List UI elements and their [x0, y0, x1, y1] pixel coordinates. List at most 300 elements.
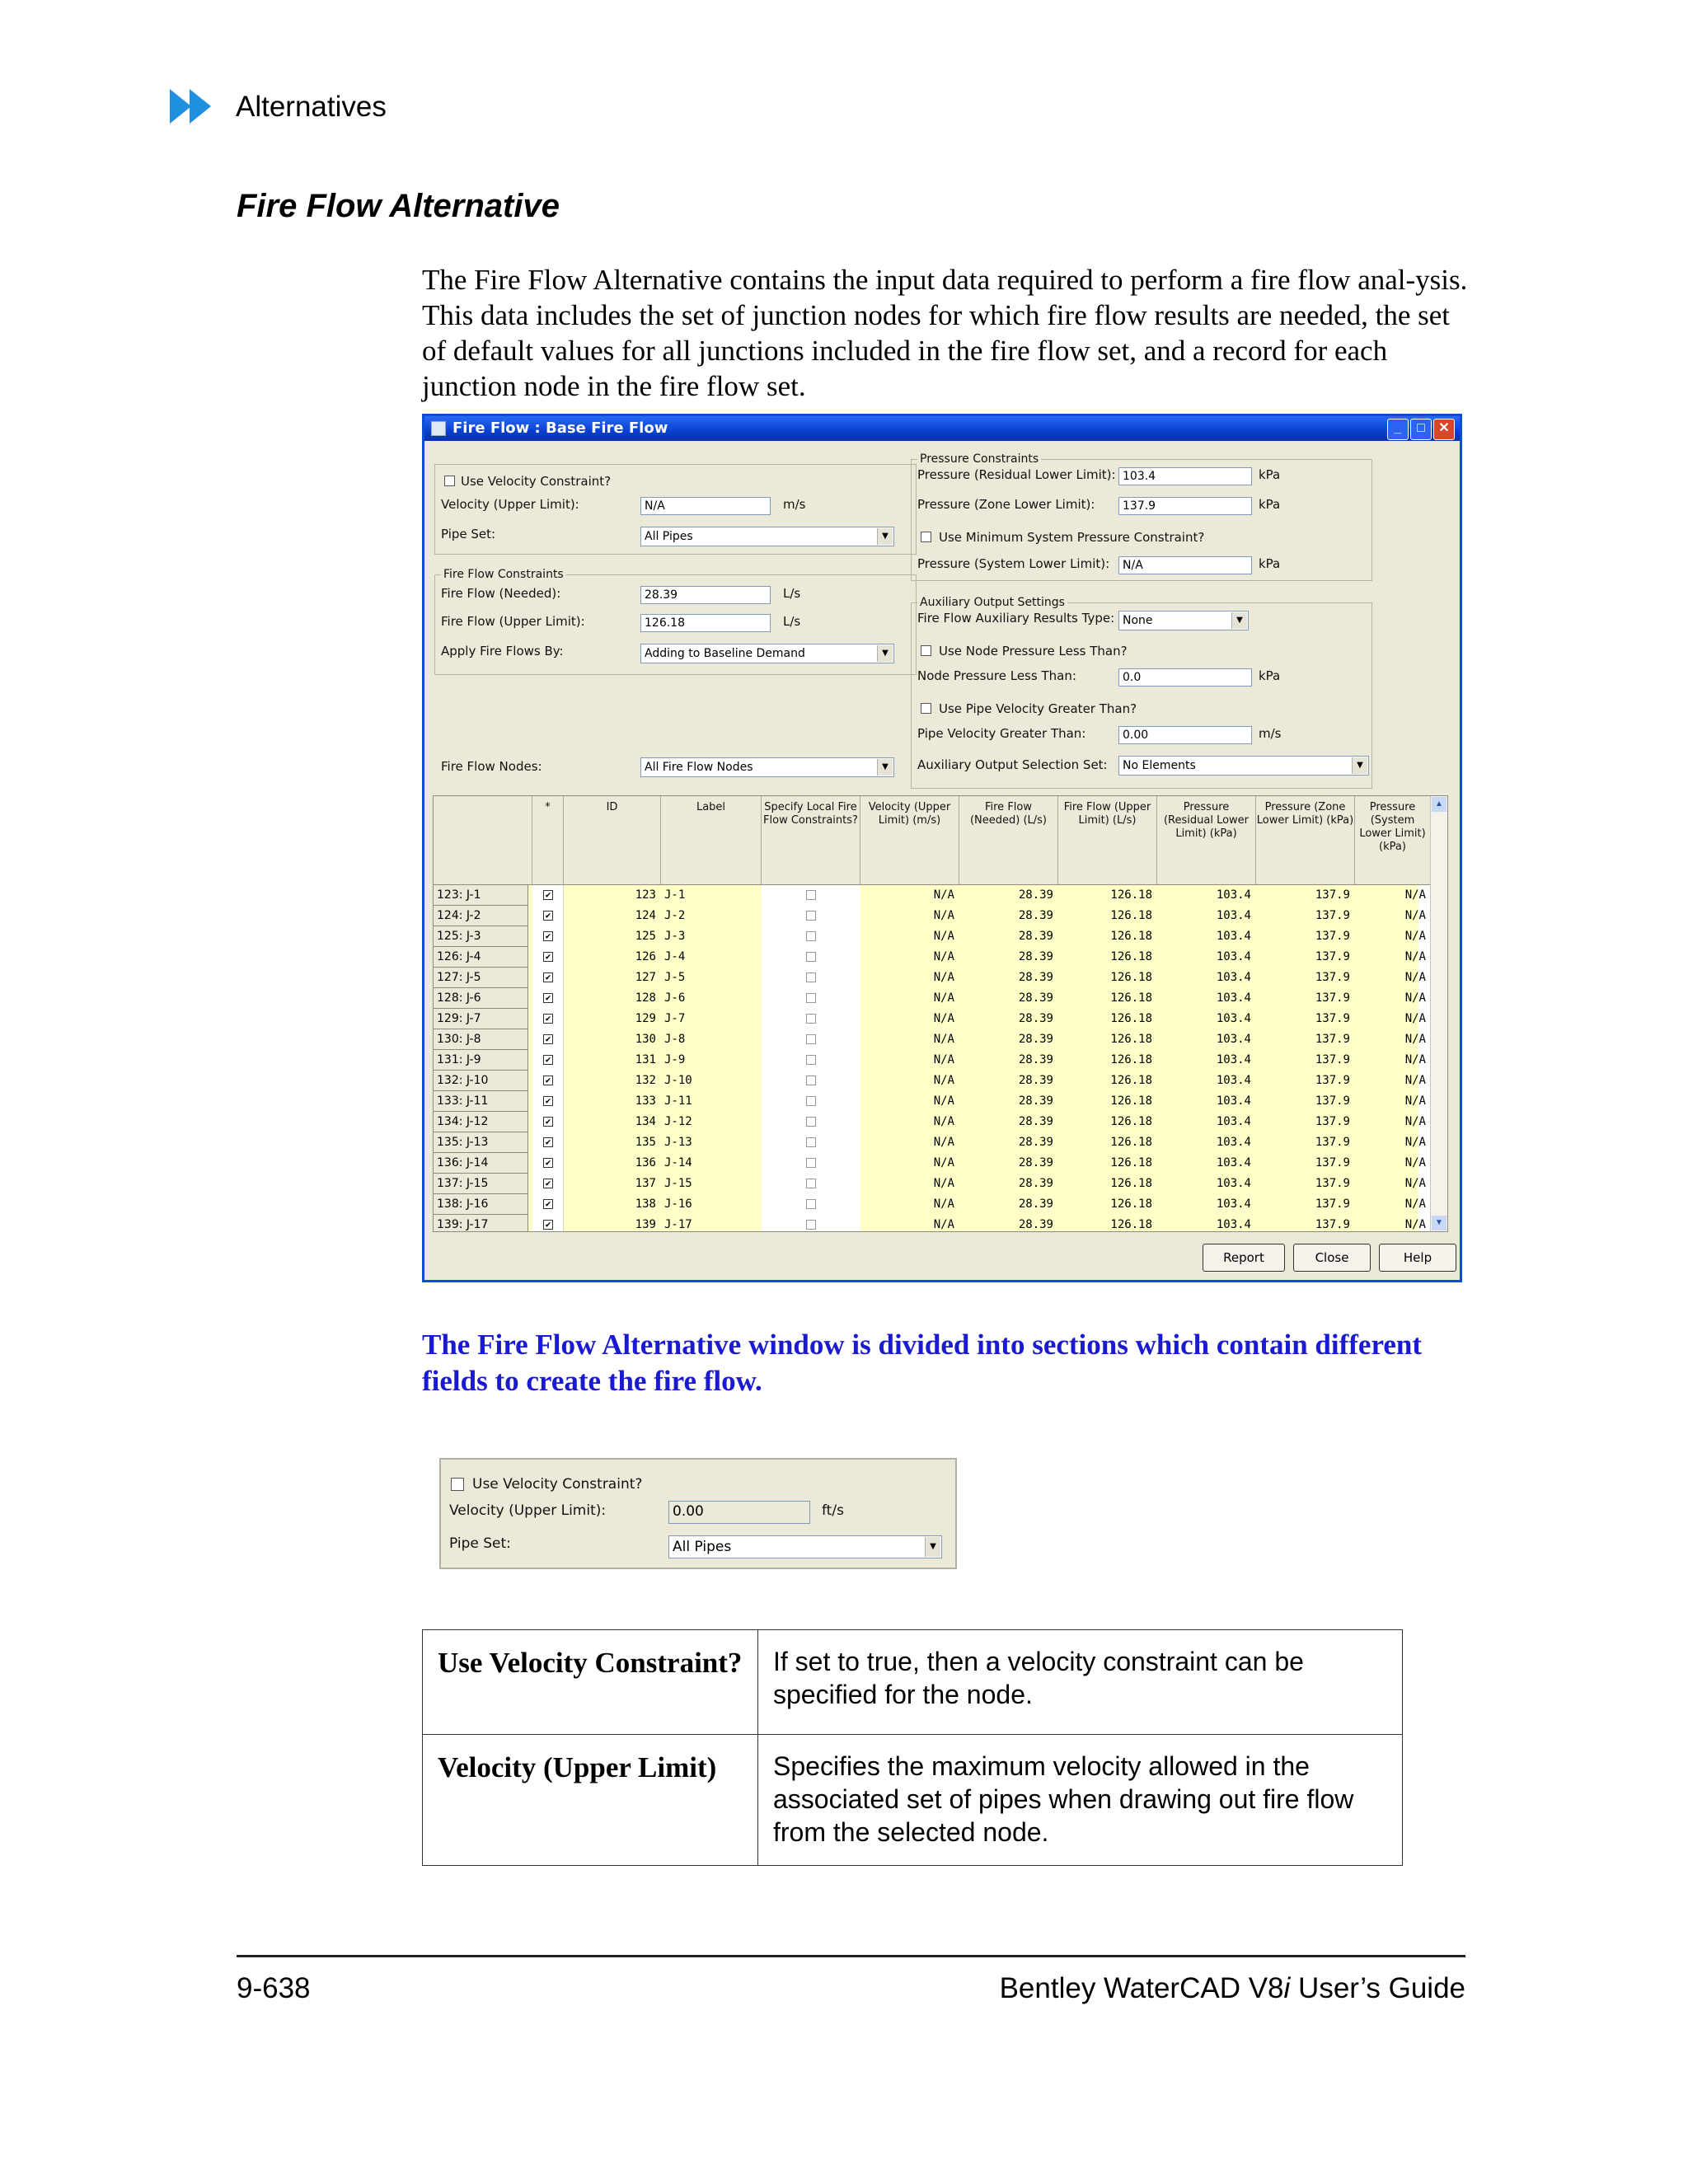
include-checkbox[interactable]: ✔ — [543, 1220, 553, 1230]
local-constraints-checkbox[interactable] — [806, 993, 816, 1003]
col-header-id[interactable]: ID — [564, 796, 661, 885]
grid-cell-vel[interactable]: N/A — [933, 930, 954, 943]
grid-cell-ffu[interactable]: 126.18 — [1110, 1156, 1152, 1169]
grid-cell-label[interactable]: J-16 — [664, 1197, 692, 1211]
aux-type-select[interactable] — [1118, 611, 1249, 630]
grid-cell-id[interactable]: 127 — [635, 971, 656, 984]
apply-fire-flows-select[interactable] — [640, 644, 894, 663]
velocity-input[interactable]: N/A — [640, 497, 771, 515]
row-header[interactable]: 131: J-9 — [434, 1050, 528, 1071]
grid-cell-ffn[interactable]: 28.39 — [1018, 1033, 1053, 1046]
grid-cell-ffn[interactable]: 28.39 — [1018, 930, 1053, 943]
aux-selection-value: No Elements — [1123, 759, 1196, 772]
grid-cell-vel[interactable]: N/A — [933, 1115, 954, 1128]
fire-flow-dialog — [422, 414, 1462, 1282]
grid-cell-pzone[interactable]: 137.9 — [1315, 1033, 1350, 1046]
local-constraints-checkbox[interactable] — [806, 1055, 816, 1065]
grid-cell-psys[interactable]: N/A — [1404, 1033, 1426, 1046]
grid-cell-ffn[interactable]: 28.39 — [1018, 909, 1053, 922]
local-constraints-cell[interactable] — [762, 1029, 860, 1050]
include-checkbox[interactable]: ✔ — [543, 1076, 553, 1085]
grid-cell-pzone[interactable]: 137.9 — [1315, 1177, 1350, 1190]
col-header-p-zone[interactable]: Pressure (Zone Lower Limit) (kPa) — [1256, 796, 1355, 885]
grid-cell-label[interactable]: J-13 — [664, 1136, 692, 1149]
ff-needed-input[interactable]: 28.39 — [640, 586, 771, 604]
grid-cell-ffn[interactable]: 28.39 — [1018, 1156, 1053, 1169]
sp-velocity-input[interactable]: 0.00 — [668, 1501, 810, 1524]
include-checkbox[interactable]: ✔ — [543, 1117, 553, 1127]
grid-cell-ffn[interactable]: 28.39 — [1018, 1218, 1053, 1231]
local-constraints-checkbox[interactable] — [806, 972, 816, 982]
grid-cell-id[interactable]: 128 — [635, 991, 656, 1005]
local-constraints-cell[interactable] — [762, 1112, 860, 1132]
include-cell[interactable] — [532, 1112, 564, 1132]
grid-cell-label[interactable]: J-4 — [664, 950, 686, 963]
grid-cell-label[interactable]: J-5 — [664, 971, 686, 984]
grid-cell-psys[interactable]: N/A — [1404, 1012, 1426, 1025]
description-cell: If set to true, then a velocity constraint can be specified for the node. — [758, 1630, 1403, 1735]
grid-cell-ffu[interactable]: 126.18 — [1110, 1218, 1152, 1231]
fire-flow-nodes-label: Fire Flow Nodes: — [441, 759, 542, 774]
grid-cell-vel[interactable]: N/A — [933, 1177, 954, 1190]
grid-cell-psys[interactable]: N/A — [1404, 888, 1426, 902]
pipe-velocity-unit: m/s — [1259, 726, 1282, 741]
grid-cell-pres[interactable]: 103.4 — [1216, 1136, 1251, 1149]
grid-cell-label[interactable]: J-10 — [664, 1074, 692, 1087]
grid-cell-ffn[interactable]: 28.39 — [1018, 888, 1053, 902]
grid-cell-id[interactable]: 133 — [635, 1094, 656, 1108]
include-cell[interactable] — [532, 1029, 564, 1050]
grid-cell-pres[interactable]: 103.4 — [1216, 1156, 1251, 1169]
include-cell[interactable] — [532, 947, 564, 968]
grid-cell-psys[interactable]: N/A — [1404, 1156, 1426, 1169]
local-constraints-checkbox[interactable] — [806, 1199, 816, 1209]
local-constraints-checkbox[interactable] — [806, 1096, 816, 1106]
p-residual-input[interactable]: 103.4 — [1118, 467, 1252, 485]
include-cell[interactable] — [532, 1194, 564, 1215]
grid-cell-ffu[interactable]: 126.18 — [1110, 1094, 1152, 1108]
help-button[interactable]: Help — [1379, 1244, 1456, 1272]
grid-cell-label[interactable]: J-7 — [664, 1012, 686, 1025]
ff-needed-unit: L/s — [783, 586, 801, 601]
use-min-pressure-checkbox[interactable] — [921, 532, 931, 542]
col-header-ff-needed[interactable]: Fire Flow (Needed) (L/s) — [959, 796, 1058, 885]
include-checkbox[interactable]: ✔ — [543, 972, 553, 982]
col-header-label[interactable]: Label — [661, 796, 762, 885]
grid-cell-pzone[interactable]: 137.9 — [1315, 971, 1350, 984]
grid-cell-label[interactable]: J-1 — [664, 888, 686, 902]
grid-cell-pzone[interactable]: 137.9 — [1315, 888, 1350, 902]
local-constraints-cell[interactable] — [762, 1009, 860, 1029]
row-header[interactable]: 135: J-13 — [434, 1132, 528, 1153]
grid-cell-psys[interactable]: N/A — [1404, 1115, 1426, 1128]
report-button[interactable]: Report — [1203, 1244, 1285, 1272]
grid-cell-ffu[interactable]: 126.18 — [1110, 1053, 1152, 1066]
col-header-velocity[interactable]: Velocity (Upper Limit) (m/s) — [860, 796, 959, 885]
p-residual-label: Pressure (Residual Lower Limit): — [917, 467, 1116, 482]
grid-cell-ffn[interactable]: 28.39 — [1018, 1074, 1053, 1087]
local-constraints-cell[interactable] — [762, 988, 860, 1009]
ff-upper-input[interactable]: 126.18 — [640, 614, 771, 632]
grid-cell-psys[interactable]: N/A — [1404, 991, 1426, 1005]
guide-title-suffix: User’s Guide — [1290, 1972, 1465, 2004]
grid-cell-label[interactable]: J-17 — [664, 1218, 692, 1231]
grid-cell-psys[interactable]: N/A — [1404, 1094, 1426, 1108]
grid-cell-ffu[interactable]: 126.18 — [1110, 991, 1152, 1005]
grid-cell-ffu[interactable]: 126.18 — [1110, 1033, 1152, 1046]
local-constraints-checkbox[interactable] — [806, 1179, 816, 1188]
local-constraints-checkbox[interactable] — [806, 931, 816, 941]
grid-cell-id[interactable]: 137 — [635, 1177, 656, 1190]
local-constraints-cell[interactable] — [762, 906, 860, 926]
include-cell[interactable] — [532, 1091, 564, 1112]
grid-cell-id[interactable]: 125 — [635, 930, 656, 943]
definition-table — [422, 1629, 1403, 1866]
include-checkbox[interactable]: ✔ — [543, 1096, 553, 1106]
auxiliary-output-legend: Auxiliary Output Settings — [917, 596, 1067, 609]
grid-cell-ffu[interactable]: 126.18 — [1110, 950, 1152, 963]
grid-cell-pres[interactable]: 103.4 — [1216, 1218, 1251, 1231]
grid-cell-id[interactable]: 123 — [635, 888, 656, 902]
row-header[interactable]: 127: J-5 — [434, 968, 528, 988]
include-cell[interactable] — [532, 1009, 564, 1029]
row-header[interactable]: 129: J-7 — [434, 1009, 528, 1029]
close-window-button[interactable]: ✕ — [1433, 419, 1455, 440]
local-constraints-checkbox[interactable] — [806, 1158, 816, 1168]
include-cell[interactable] — [532, 1174, 564, 1194]
col-header-local-constraints[interactable]: Specify Local Fire Flow Constraints? — [762, 796, 860, 885]
grid-cell-psys[interactable]: N/A — [1404, 1053, 1426, 1066]
p-system-input[interactable]: N/A — [1118, 556, 1252, 574]
local-constraints-cell[interactable] — [762, 1050, 860, 1071]
include-checkbox[interactable]: ✔ — [543, 1199, 553, 1209]
grid-cell-ffu[interactable]: 126.18 — [1110, 971, 1152, 984]
grid-cell-id[interactable]: 138 — [635, 1197, 656, 1211]
local-constraints-cell[interactable] — [762, 926, 860, 947]
grid-cell-pzone[interactable]: 137.9 — [1315, 1197, 1350, 1211]
grid-cell-label[interactable]: J-6 — [664, 991, 686, 1005]
local-constraints-checkbox[interactable] — [806, 1117, 816, 1127]
grid-cell-psys[interactable]: N/A — [1404, 1074, 1426, 1087]
grid-cell-label[interactable]: J-14 — [664, 1156, 692, 1169]
grid-cell-id[interactable]: 131 — [635, 1053, 656, 1066]
sp-pipe-set-label: Pipe Set: — [449, 1535, 511, 1552]
grid-cell-id[interactable]: 126 — [635, 950, 656, 963]
scroll-down-icon[interactable]: ▼ — [1432, 1216, 1447, 1230]
grid-cell-pres[interactable]: 103.4 — [1216, 1033, 1251, 1046]
grid-cell-pres[interactable]: 103.4 — [1216, 909, 1251, 922]
table-row — [423, 1630, 1403, 1735]
local-constraints-checkbox[interactable] — [806, 1137, 816, 1147]
grid-cell-vel[interactable]: N/A — [933, 1033, 954, 1046]
grid-cell-pres[interactable]: 103.4 — [1216, 1197, 1251, 1211]
include-checkbox[interactable]: ✔ — [543, 1137, 553, 1147]
col-header-star[interactable]: * — [532, 796, 564, 885]
include-checkbox[interactable]: ✔ — [543, 911, 553, 921]
grid-cell-ffn[interactable]: 28.39 — [1018, 991, 1053, 1005]
grid-cell-ffn[interactable]: 28.39 — [1018, 950, 1053, 963]
include-cell[interactable] — [532, 1153, 564, 1174]
grid-cell-ffn[interactable]: 28.39 — [1018, 1053, 1053, 1066]
include-checkbox[interactable]: ✔ — [543, 1158, 553, 1168]
use-velocity-checkbox[interactable] — [444, 476, 455, 486]
guide-title-prefix: Bentley WaterCAD V8 — [999, 1972, 1284, 2004]
chevron-down-icon: ▼ — [877, 759, 893, 776]
aux-selection-select[interactable] — [1118, 756, 1369, 776]
grid-cell-vel[interactable]: N/A — [933, 950, 954, 963]
grid-cell-ffn[interactable]: 28.39 — [1018, 971, 1053, 984]
grid-cell-label[interactable]: J-3 — [664, 930, 686, 943]
grid-cell-ffu[interactable]: 126.18 — [1110, 1177, 1152, 1190]
sp-pipe-set-select[interactable] — [668, 1535, 942, 1558]
include-cell[interactable] — [532, 1132, 564, 1153]
grid-cell-id[interactable]: 136 — [635, 1156, 656, 1169]
p-system-label: Pressure (System Lower Limit): — [917, 556, 1110, 571]
include-cell[interactable] — [532, 906, 564, 926]
grid-cell-pzone[interactable]: 137.9 — [1315, 1115, 1350, 1128]
grid-cell-ffn[interactable]: 28.39 — [1018, 1197, 1053, 1211]
aux-selection-label: Auxiliary Output Selection Set: — [917, 757, 1108, 772]
row-header[interactable]: 137: J-15 — [434, 1174, 528, 1194]
grid-cell-psys[interactable]: N/A — [1404, 950, 1426, 963]
col-header-p-system[interactable]: Pressure (System Lower Limit) (kPa) — [1355, 796, 1431, 885]
footer-rule — [237, 1955, 1465, 1957]
use-velocity-label: Use Velocity Constraint? — [461, 474, 612, 489]
grid-cell-ffn[interactable]: 28.39 — [1018, 1012, 1053, 1025]
velocity-panel-screenshot — [439, 1458, 957, 1569]
row-header[interactable]: 124: J-2 — [434, 906, 528, 926]
grid-cell-label[interactable]: J-12 — [664, 1115, 692, 1128]
grid-cell-id[interactable]: 129 — [635, 1012, 656, 1025]
include-checkbox[interactable]: ✔ — [543, 1179, 553, 1188]
use-pipe-velocity-checkbox[interactable] — [921, 703, 931, 714]
sp-use-velocity-checkbox[interactable] — [451, 1478, 464, 1491]
use-pipe-velocity-label: Use Pipe Velocity Greater Than? — [939, 701, 1137, 716]
local-constraints-cell[interactable] — [762, 1194, 860, 1215]
row-header[interactable]: 125: J-3 — [434, 926, 528, 947]
grid-cell-pres[interactable]: 103.4 — [1216, 950, 1251, 963]
grid-cell-ffu[interactable]: 126.18 — [1110, 1074, 1152, 1087]
local-constraints-checkbox[interactable] — [806, 890, 816, 900]
sp-velocity-label: Velocity (Upper Limit): — [449, 1502, 607, 1519]
grid-cell-pzone[interactable]: 137.9 — [1315, 909, 1350, 922]
grid-cell-id[interactable]: 134 — [635, 1115, 656, 1128]
pressure-constraints-legend: Pressure Constraints — [917, 452, 1041, 466]
row-header[interactable]: 136: J-14 — [434, 1153, 528, 1174]
row-header[interactable]: 128: J-6 — [434, 988, 528, 1009]
include-checkbox[interactable]: ✔ — [543, 1014, 553, 1024]
grid-cell-vel[interactable]: N/A — [933, 1136, 954, 1149]
grid-cell-pres[interactable]: 103.4 — [1216, 991, 1251, 1005]
grid-cell-ffu[interactable]: 126.18 — [1110, 888, 1152, 902]
include-cell[interactable] — [532, 885, 564, 906]
chapter-marker-icon — [170, 89, 221, 124]
local-constraints-cell[interactable] — [762, 968, 860, 988]
grid-cell-ffn[interactable]: 28.39 — [1018, 1136, 1053, 1149]
row-header[interactable]: 133: J-11 — [434, 1091, 528, 1112]
pipe-set-select[interactable] — [640, 527, 894, 546]
grid-cell-ffn[interactable]: 28.39 — [1018, 1094, 1053, 1108]
local-constraints-cell[interactable] — [762, 947, 860, 968]
include-cell[interactable] — [532, 1071, 564, 1091]
col-header-p-residual[interactable]: Pressure (Residual Lower Limit) (kPa) — [1157, 796, 1256, 885]
grid-cell-pzone[interactable]: 137.9 — [1315, 1053, 1350, 1066]
grid-cell-pzone[interactable]: 137.9 — [1315, 1012, 1350, 1025]
grid-corner — [434, 796, 532, 885]
col-header-ff-upper[interactable]: Fire Flow (Upper Limit) (L/s) — [1058, 796, 1157, 885]
grid-cell-pzone[interactable]: 137.9 — [1315, 930, 1350, 943]
apply-fire-flows-value: Adding to Baseline Demand — [645, 647, 805, 660]
grid-cell-pres[interactable]: 103.4 — [1216, 1074, 1251, 1087]
grid-cell-psys[interactable]: N/A — [1404, 971, 1426, 984]
grid-cell-pzone[interactable]: 137.9 — [1315, 1218, 1350, 1231]
grid-cell-pzone[interactable]: 137.9 — [1315, 1136, 1350, 1149]
grid-cell-pres[interactable]: 103.4 — [1216, 1177, 1251, 1190]
grid-cell-pres[interactable]: 103.4 — [1216, 1115, 1251, 1128]
grid-cell-label[interactable]: J-8 — [664, 1033, 686, 1046]
guide-title — [907, 1972, 1465, 2005]
grid-cell-pzone[interactable]: 137.9 — [1315, 1094, 1350, 1108]
grid-cell-vel[interactable]: N/A — [933, 991, 954, 1005]
apply-fire-flows-label: Apply Fire Flows By: — [441, 644, 564, 658]
local-constraints-cell[interactable] — [762, 1215, 860, 1232]
grid-cell-vel[interactable]: N/A — [933, 1053, 954, 1066]
include-cell[interactable] — [532, 1215, 564, 1232]
local-constraints-checkbox[interactable] — [806, 911, 816, 921]
close-button[interactable]: Close — [1293, 1244, 1371, 1272]
grid-cell-pres[interactable]: 103.4 — [1216, 1094, 1251, 1108]
guide-title-italic: i — [1283, 1972, 1291, 2004]
row-header[interactable]: 134: J-12 — [434, 1112, 528, 1132]
local-constraints-checkbox[interactable] — [806, 952, 816, 962]
grid-cell-ffn[interactable]: 28.39 — [1018, 1177, 1053, 1190]
grid-cell-pres[interactable]: 103.4 — [1216, 888, 1251, 902]
grid-cell-label[interactable]: J-2 — [664, 909, 686, 922]
grid-cell-pres[interactable]: 103.4 — [1216, 1012, 1251, 1025]
include-checkbox[interactable]: ✔ — [543, 1034, 553, 1044]
row-header[interactable]: 139: J-17 — [434, 1215, 528, 1232]
grid-cell-psys[interactable]: N/A — [1404, 930, 1426, 943]
grid-cell-vel[interactable]: N/A — [933, 1218, 954, 1231]
p-zone-input[interactable]: 137.9 — [1118, 497, 1252, 515]
grid-cell-vel[interactable]: N/A — [933, 909, 954, 922]
grid-cell-ffu[interactable]: 126.18 — [1110, 1012, 1152, 1025]
use-node-pressure-checkbox[interactable] — [921, 645, 931, 656]
aux-type-label: Fire Flow Auxiliary Results Type: — [917, 611, 1115, 626]
local-constraints-cell[interactable] — [762, 1174, 860, 1194]
grid-cell-vel[interactable]: N/A — [933, 1094, 954, 1108]
grid-cell-pres[interactable]: 103.4 — [1216, 1053, 1251, 1066]
grid-cell-vel[interactable]: N/A — [933, 1074, 954, 1087]
include-checkbox[interactable]: ✔ — [543, 993, 553, 1003]
grid-cell-psys[interactable]: N/A — [1404, 1197, 1426, 1211]
grid-cell-pres[interactable]: 103.4 — [1216, 971, 1251, 984]
row-header[interactable]: 123: J-1 — [434, 885, 528, 906]
grid-cell-vel[interactable]: N/A — [933, 971, 954, 984]
sp-pipe-set-value: All Pipes — [673, 1539, 732, 1555]
local-constraints-cell[interactable] — [762, 1071, 860, 1091]
grid-cell-label[interactable]: J-9 — [664, 1053, 686, 1066]
pipe-set-label: Pipe Set: — [441, 527, 496, 541]
row-header[interactable]: 126: J-4 — [434, 947, 528, 968]
grid-cell-id[interactable]: 139 — [635, 1218, 656, 1231]
fire-flow-nodes-select[interactable] — [640, 757, 894, 777]
include-checkbox[interactable]: ✔ — [543, 890, 553, 900]
grid-cell-pzone[interactable]: 137.9 — [1315, 950, 1350, 963]
grid-cell-pzone[interactable]: 137.9 — [1315, 1156, 1350, 1169]
grid-cell-id[interactable]: 132 — [635, 1074, 656, 1087]
grid-cell-pzone[interactable]: 137.9 — [1315, 991, 1350, 1005]
ff-needed-label: Fire Flow (Needed): — [441, 586, 561, 601]
grid-cell-ffu[interactable]: 126.18 — [1110, 930, 1152, 943]
minimize-button[interactable]: _ — [1387, 419, 1409, 440]
grid-vertical-scrollbar[interactable] — [1430, 796, 1447, 1231]
include-cell[interactable] — [532, 1050, 564, 1071]
row-header[interactable]: 132: J-10 — [434, 1071, 528, 1091]
grid-cell-ffu[interactable]: 126.18 — [1110, 1136, 1152, 1149]
grid-cell-id[interactable]: 135 — [635, 1136, 656, 1149]
grid-cell-pzone[interactable]: 137.9 — [1315, 1074, 1350, 1087]
grid-cell-psys[interactable]: N/A — [1404, 909, 1426, 922]
scroll-up-icon[interactable]: ▲ — [1432, 797, 1447, 812]
fire-flow-grid[interactable] — [433, 795, 1448, 1232]
node-pressure-input[interactable]: 0.0 — [1118, 668, 1252, 687]
grid-cell-vel[interactable]: N/A — [933, 888, 954, 902]
include-cell[interactable] — [532, 968, 564, 988]
chapter-header: Alternatives — [236, 91, 387, 123]
include-checkbox[interactable]: ✔ — [543, 931, 553, 941]
row-header[interactable]: 130: J-8 — [434, 1029, 528, 1050]
grid-cell-pres[interactable]: 103.4 — [1216, 930, 1251, 943]
local-constraints-cell[interactable] — [762, 1153, 860, 1174]
include-checkbox[interactable]: ✔ — [543, 1055, 553, 1065]
grid-cell-vel[interactable]: N/A — [933, 1156, 954, 1169]
local-constraints-checkbox[interactable] — [806, 1034, 816, 1044]
local-constraints-checkbox[interactable] — [806, 1014, 816, 1024]
grid-cell-ffu[interactable]: 126.18 — [1110, 1115, 1152, 1128]
grid-cell-psys[interactable]: N/A — [1404, 1177, 1426, 1190]
local-constraints-cell[interactable] — [762, 885, 860, 906]
page-number: 9-638 — [237, 1972, 311, 2004]
grid-cell-id[interactable]: 130 — [635, 1033, 656, 1046]
local-constraints-checkbox[interactable] — [806, 1220, 816, 1230]
table-row — [423, 1735, 1403, 1866]
grid-cell-label[interactable]: J-11 — [664, 1094, 692, 1108]
grid-cell-vel[interactable]: N/A — [933, 1197, 954, 1211]
grid-cell-ffn[interactable]: 28.39 — [1018, 1115, 1053, 1128]
pipe-velocity-input[interactable]: 0.00 — [1118, 726, 1252, 744]
grid-cell-vel[interactable]: N/A — [933, 1012, 954, 1025]
local-constraints-checkbox[interactable] — [806, 1076, 816, 1085]
chevron-down-icon: ▼ — [877, 645, 893, 662]
pipe-set-value: All Pipes — [645, 530, 693, 543]
section-title: Fire Flow Alternative — [237, 188, 560, 224]
aux-type-value: None — [1123, 614, 1153, 627]
grid-cell-psys[interactable]: N/A — [1404, 1218, 1426, 1231]
grid-cell-label[interactable]: J-15 — [664, 1177, 692, 1190]
local-constraints-cell[interactable] — [762, 1091, 860, 1112]
grid-cell-id[interactable]: 124 — [635, 909, 656, 922]
grid-cell-ffu[interactable]: 126.18 — [1110, 909, 1152, 922]
grid-cell-ffu[interactable]: 126.18 — [1110, 1197, 1152, 1211]
maximize-button[interactable]: □ — [1410, 419, 1432, 440]
grid-cell-psys[interactable]: N/A — [1404, 1136, 1426, 1149]
include-cell[interactable] — [532, 926, 564, 947]
row-header[interactable]: 138: J-16 — [434, 1194, 528, 1215]
include-checkbox[interactable]: ✔ — [543, 952, 553, 962]
local-constraints-cell[interactable] — [762, 1132, 860, 1153]
include-cell[interactable] — [532, 988, 564, 1009]
